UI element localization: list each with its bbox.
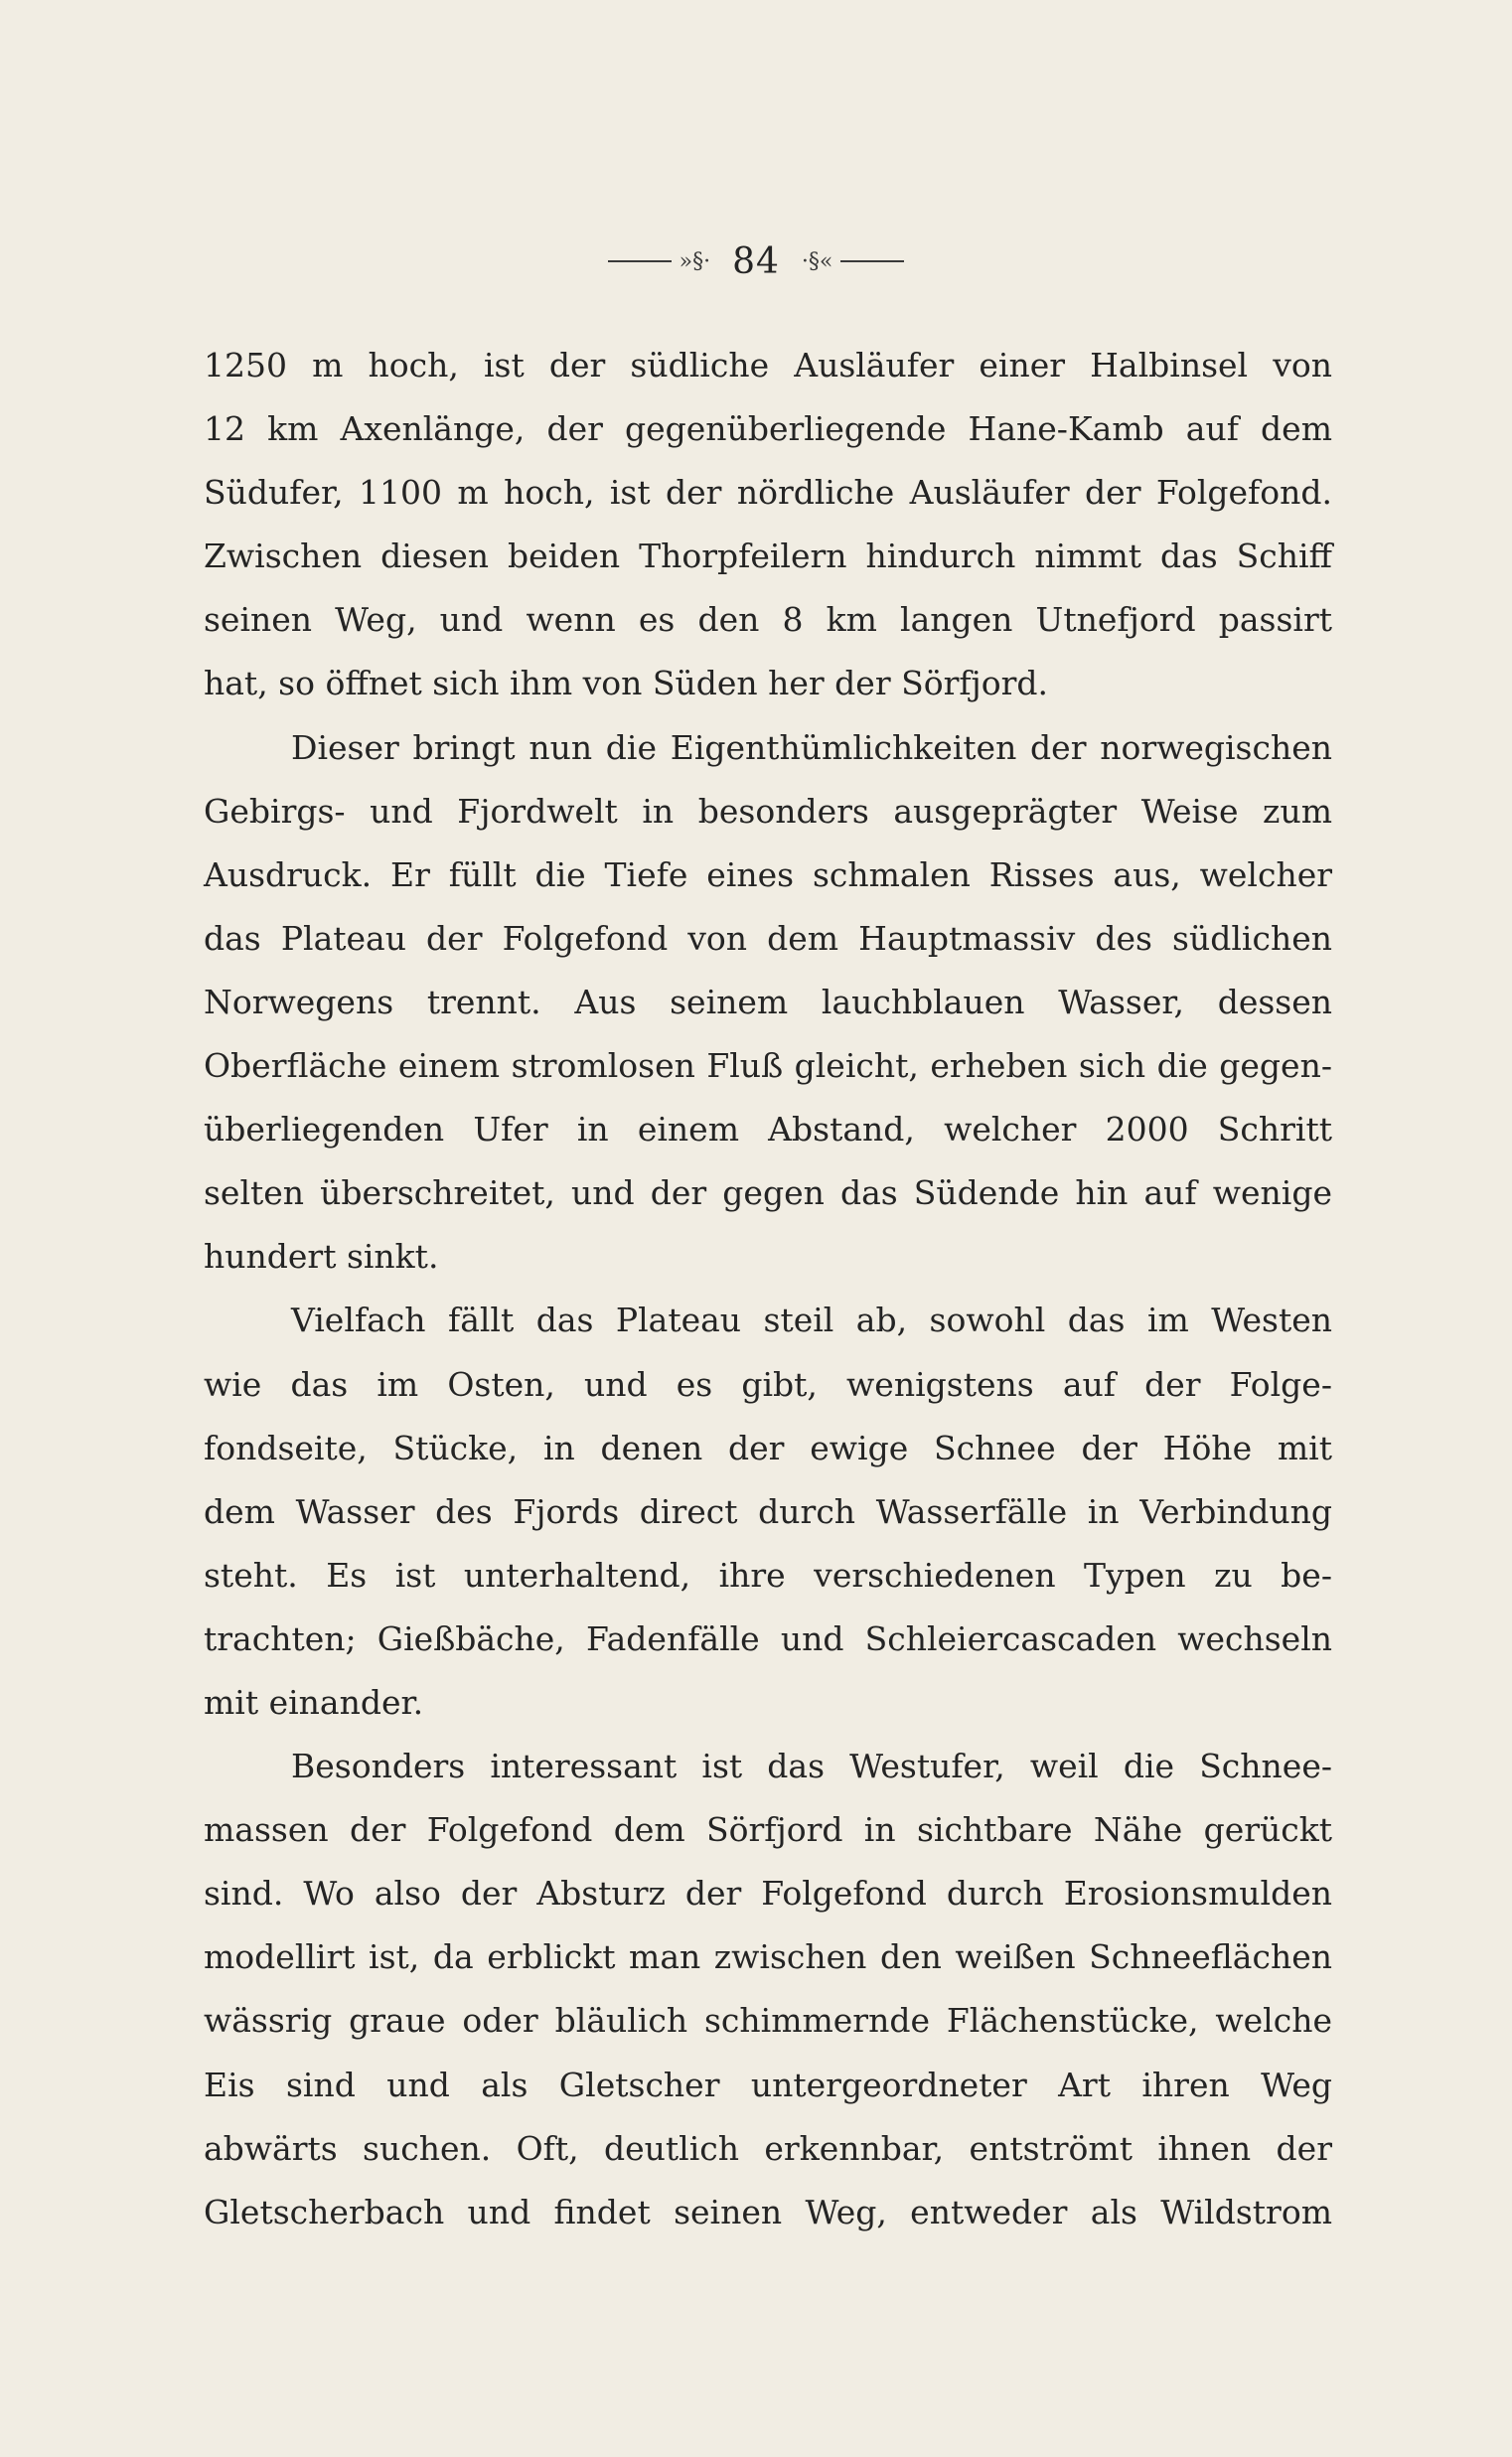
text-line: das Plateau der Folgefond von dem Hauptmassiv des südlichen <box>204 918 1332 958</box>
text-line: Norwegens trennt. Aus seinem lauchblauen Wasser, dessen <box>204 982 1332 1021</box>
text-line: mit einander. <box>204 1682 424 1722</box>
text-line: hat, so öffnet sich ihm von Süden her der Sörfjord. <box>204 664 1049 703</box>
page-header <box>0 236 1512 286</box>
text-line: wie das im Osten, und es gibt, wenigstens auf der Folge- <box>204 1364 1332 1404</box>
text-line: Eis sind und als Gletscher untergeordneter Art ihren Weg <box>204 2065 1332 2104</box>
text-line: fondseite, Stücke, in denen der ewige Schnee der Höhe mit <box>204 1428 1332 1467</box>
text-line: selten überschreitet, und der gegen das Südende hin auf wenige <box>204 1173 1332 1213</box>
text-line: Ausdruck. Er füllt die Tiefe eines schmalen Risses aus, welcher <box>204 854 1332 894</box>
text-line: Gletscherbach und findet seinen Weg, entweder als Wildstrom <box>204 2192 1332 2231</box>
text-line: Südufer, 1100 m hoch, ist der nördliche Ausläufer der Folgefond. <box>204 473 1332 513</box>
text-line: sind. Wo also der Absturz der Folgefond durch Erosionsmulden <box>204 1874 1332 1914</box>
text-line: überliegenden Ufer in einem Abstand, welcher 2000 Schritt <box>204 1110 1332 1150</box>
header-ornament-left: »§· <box>679 248 711 274</box>
text-line: Dieser bringt nun die Eigenthümlichkeiten der norwegischen <box>291 727 1332 767</box>
text-line: 12 km Axenlänge, der gegenüberliegende Hane-Kamb auf dem <box>204 409 1332 449</box>
text-line: steht. Es ist unterhaltend, ihre verschiedenen Typen zu be- <box>204 1555 1332 1595</box>
text-line: massen der Folgefond dem Sörfjord in sichtbare Nähe gerückt <box>204 1810 1332 1850</box>
text-line: Vielfach fällt das Plateau steil ab, sowohl das im Westen <box>291 1301 1332 1340</box>
text-line: Gebirgs- und Fjordwelt in besonders ausgeprägter Weise zum <box>204 791 1332 831</box>
text-line: seinen Weg, und wenn es den 8 km langen Utnefjord passirt <box>204 600 1332 640</box>
text-line: abwärts suchen. Oft, deutlich erkennbar, entströmt ihnen der <box>204 2128 1332 2168</box>
body-text <box>204 334 1332 2244</box>
header-ornament-right: ·§« <box>801 248 833 274</box>
text-line: modellirt ist, da erblickt man zwischen den weißen Schneeflächen <box>204 1937 1332 1977</box>
text-line: Besonders interessant ist das Westufer, weil die Schnee- <box>291 1747 1332 1786</box>
text-line: hundert sinkt. <box>204 1237 439 1277</box>
header-rule-right <box>840 260 904 262</box>
text-line: 1250 m hoch, ist der südliche Ausläufer einer Halbinsel von <box>204 346 1332 384</box>
text-line: Zwischen diesen beiden Thorpfeilern hindurch nimmt das Schiff <box>204 537 1332 576</box>
text-line: dem Wasser des Fjords direct durch Wasserfälle in Verbindung <box>204 1491 1332 1531</box>
page-number: 84 <box>732 240 780 282</box>
text-line: Oberfläche einem stromlosen Fluß gleicht, erheben sich die gegen- <box>204 1046 1332 1086</box>
text-line: trachten; Gießbäche, Fadenfälle und Schleiercascaden wechseln <box>204 1618 1332 1658</box>
text-line: wässrig graue oder bläulich schimmernde Flächenstücke, welche <box>204 2001 1332 2041</box>
header-rule-left <box>608 260 672 262</box>
